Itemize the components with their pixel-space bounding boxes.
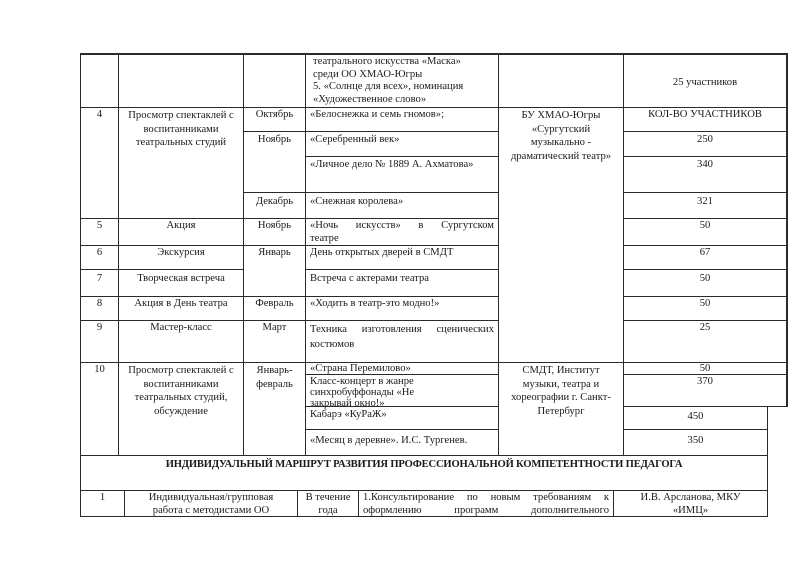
participant-count: 340 xyxy=(697,159,713,170)
row-number: 4 xyxy=(96,109,103,120)
row-number: 10 xyxy=(94,364,105,375)
participant-count: 350 xyxy=(687,435,704,446)
event-title: Кабарэ «КуРаЖ» xyxy=(310,409,387,420)
organizer: БУ ХМАО-Югры «Сургутский музыкально - драматический театр» xyxy=(510,110,612,162)
row-divider xyxy=(623,429,767,430)
event-title: «Личное дело № 1889 А. Ахматова» xyxy=(310,159,474,170)
event-title: Встреча с актерами театра xyxy=(310,273,429,284)
month: Ноябрь xyxy=(257,220,292,231)
participant-count: 25 xyxy=(699,322,711,333)
month: Январь xyxy=(258,247,291,258)
event-title: День открытых дверей в СМДТ xyxy=(310,247,454,258)
event-title: «Месяц в деревне». И.С. Тургенев. xyxy=(310,435,468,446)
col-divider xyxy=(786,53,788,407)
event-line: «Художественное слово» xyxy=(313,93,427,105)
row-number: 6 xyxy=(96,247,103,258)
row-number: 8 xyxy=(96,298,103,309)
event-line: 5. «Солнце для всех», номинация xyxy=(313,81,464,92)
row-divider xyxy=(305,429,498,430)
event-title: «Белоснежка и семь гномов»; xyxy=(310,109,445,120)
period: В течение года xyxy=(305,492,351,516)
participant-count: 450 xyxy=(687,411,704,422)
row-number: 1 xyxy=(99,492,106,503)
month: Март xyxy=(262,322,287,333)
month: Декабрь xyxy=(255,196,294,207)
event-form: Мастер-класс xyxy=(150,322,212,333)
responsible-person: И.В. Арсланова, МКУ «ИМЦ» xyxy=(640,492,741,516)
row-divider xyxy=(623,156,787,157)
event-title: «Серебренный век» xyxy=(310,134,400,145)
participant-count: 250 xyxy=(697,134,713,145)
row-divider xyxy=(80,269,243,270)
column-header-count: КОЛ-ВО УЧАСТНИКОВ xyxy=(648,109,762,120)
row-divider xyxy=(623,131,787,132)
month: Январь-февраль xyxy=(256,365,293,390)
event-title: Класс-концерт в жанре синхробуффонады «Не закрывай окно!» xyxy=(310,376,415,409)
month: Февраль xyxy=(255,298,294,309)
participant-count: 321 xyxy=(697,196,713,207)
event-form: Экскурсия xyxy=(157,247,205,258)
event-description: 1.Консультирование по новым требованиям к оформлению программ дополнительного xyxy=(363,492,609,516)
row-number: 5 xyxy=(96,220,103,231)
section-header: ИНДИВИДУАЛЬНЫЙ МАРШРУТ РАЗВИТИЯ ПРОФЕССИОНАЛЬНОЙ КОМПЕТЕНТНОСТИ ПЕДАГОГА xyxy=(165,459,683,470)
participant-count: 370 xyxy=(697,376,713,387)
col-divider xyxy=(767,406,768,517)
event-form: Творческая встреча xyxy=(137,273,225,284)
participant-count: 25 участников xyxy=(672,77,738,88)
event-title: «Ходить в театр-это модно!» xyxy=(310,298,440,309)
row-divider xyxy=(305,156,498,157)
row-number: 7 xyxy=(96,273,103,284)
event-title: Техника изготовления сценических костюмов xyxy=(310,324,494,350)
event-form: Акция в День театра xyxy=(134,298,228,309)
event-form: Просмотр спектаклей с воспитанниками театральных студий xyxy=(128,110,234,148)
participant-count: 50 xyxy=(699,298,711,309)
participant-count: 67 xyxy=(699,247,711,258)
row-divider xyxy=(305,269,498,270)
event-line: среди ОО ХМАО-Югры xyxy=(313,68,423,80)
row-divider xyxy=(623,192,787,193)
event-title: «Ночь искусств» в Сургутском театре xyxy=(310,220,494,244)
row-divider xyxy=(243,131,498,132)
row-divider xyxy=(80,455,768,456)
event-line: театрального искусства «Маска» xyxy=(313,56,461,67)
month: Октябрь xyxy=(255,109,294,120)
row-number: 9 xyxy=(96,322,103,333)
row-divider xyxy=(623,406,787,407)
event-title: «Снежная королева» xyxy=(310,196,404,207)
event-form: Индивидуальная/групповая работа с методистами ОО xyxy=(148,492,274,516)
event-title: «Страна Перемилово» xyxy=(310,363,411,374)
participant-count: 50 xyxy=(699,220,711,231)
event-form: Акция xyxy=(166,220,196,231)
participant-count: 50 xyxy=(699,363,711,374)
event-text-continued xyxy=(309,55,499,107)
organizer: СМДТ, Институт музыки, театра и хореографии г. Санкт-Петербург xyxy=(511,365,611,417)
month: Ноябрь xyxy=(257,134,292,145)
row-divider xyxy=(243,192,498,193)
participant-count: 50 xyxy=(699,273,711,284)
event-form: Просмотр спектаклей с воспитанниками театральных студий, обсуждение xyxy=(128,365,234,417)
row-divider xyxy=(623,269,787,270)
